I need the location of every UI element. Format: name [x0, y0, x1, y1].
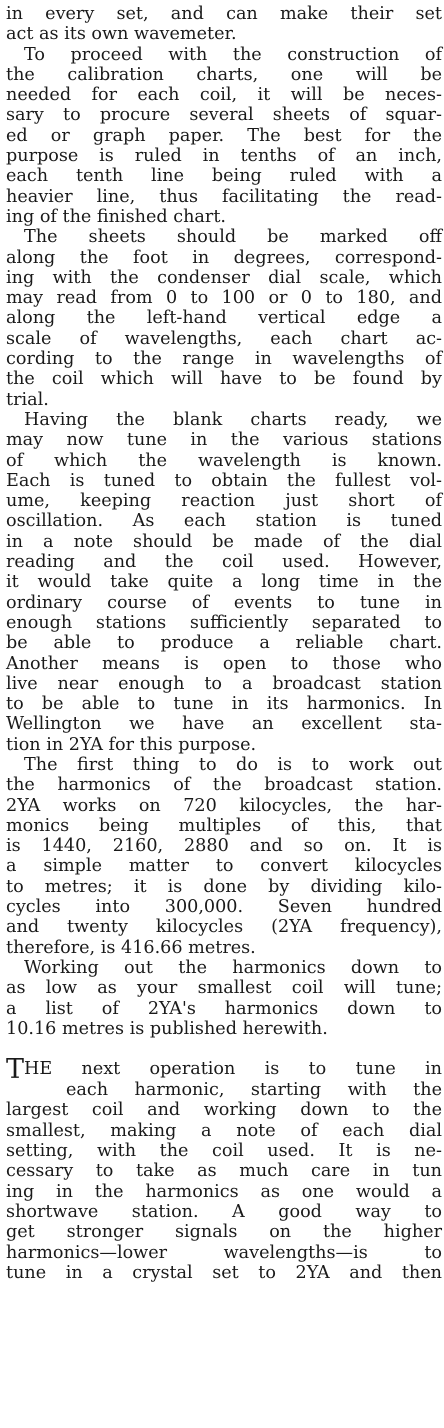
text-line: therefore, is 416.66 metres.: [6, 937, 256, 958]
text-line: be able to produce a reliable chart.: [6, 633, 442, 654]
article-column: [6, 4, 442, 1283]
text-line-rest: HE next operation is to tune in: [24, 1059, 442, 1080]
text-line: trial.: [6, 389, 49, 410]
text-line: may now tune in the various stations: [6, 430, 442, 451]
text-line: in every set, and can make their set: [6, 4, 442, 24]
text-line: is 1440, 2160, 2880 and so on. It is: [6, 836, 442, 857]
paragraph-harmonics: [6, 755, 442, 958]
text-line: setting, with the coil used. It is ne-: [6, 1141, 442, 1162]
text-line: oscillation. As each station is tuned: [6, 511, 442, 532]
text-line: tune in a crystal set to 2YA and then: [6, 1262, 442, 1283]
paragraph-marking-sheets: [6, 227, 442, 410]
text-line: To proceed with the construction of: [24, 44, 442, 65]
text-line: monics being multiples of this, that: [6, 815, 442, 836]
text-line: Each is tuned to obtain the fullest vol-: [6, 470, 442, 491]
text-line: live near enough to a broadcast station: [6, 673, 442, 694]
text-line: harmonics—lower wavelengths—is to: [6, 1242, 442, 1263]
paragraph-intro: [6, 4, 442, 45]
text-line: a list of 2YA's harmonics down to: [6, 998, 442, 1019]
text-line: it would take quite a long time in the: [6, 572, 442, 593]
text-line: purpose is ruled in tenths of an inch,: [6, 146, 442, 167]
text-line: smallest, making a note of each dial: [6, 1120, 442, 1141]
text-line: ed or graph paper. The best for the: [6, 125, 442, 146]
text-line: ordinary course of events to tune in: [6, 592, 442, 613]
text-line: the calibration charts, one will be: [6, 64, 442, 85]
text-line: needed for each coil, it will be neces-: [6, 85, 442, 106]
text-line: and twenty kilocycles (2YA frequency),: [6, 917, 442, 938]
text-line: enough stations sufficiently separated to: [6, 612, 442, 633]
text-line: as low as your smallest coil will tune;: [6, 978, 442, 999]
text-line: tion in 2YA for this purpose.: [6, 734, 257, 755]
text-line: 2YA works on 720 kilocycles, the har-: [6, 795, 442, 816]
text-line: get stronger signals on the higher: [6, 1222, 442, 1243]
text-line: ing with the condenser dial scale, which: [6, 267, 442, 288]
text-line: Having the blank charts ready, we: [24, 409, 442, 430]
text-line: of which the wavelength is known.: [6, 450, 442, 471]
text-line: The sheets should be marked off: [24, 227, 442, 248]
text-line: Wellington we have an excellent sta-: [6, 714, 442, 735]
text-line: along the foot in degrees, correspond-: [6, 247, 442, 268]
section-gap: [6, 1039, 442, 1059]
text-line: sary to procure several sheets of squar-: [6, 105, 442, 126]
text-line: a simple matter to convert kilocycles: [6, 856, 442, 877]
text-line: shortwave station. A good way to: [6, 1201, 442, 1222]
paragraph-next-operation: [6, 1054, 442, 1283]
text-line: largest coil and working down to the: [6, 1100, 442, 1121]
text-line: act as its own wavemeter.: [6, 24, 237, 45]
text-line: the harmonics of the broadcast station.: [6, 775, 442, 796]
paragraph-harmonics-list: [6, 958, 442, 1039]
text-line: [6, 1054, 442, 1086]
text-line: reading and the coil used. However,: [6, 552, 442, 573]
text-line: the coil which will have to be found by: [6, 369, 442, 390]
text-line: ing in the harmonics as one would a: [6, 1181, 442, 1202]
text-line: in a note should be made of the dial: [6, 531, 442, 552]
paragraph-calibration-charts: [6, 45, 442, 228]
text-line: each harmonic, starting with the: [66, 1080, 442, 1101]
text-line: cording to the range in wavelengths of: [6, 349, 442, 370]
text-line: along the left-hand vertical edge a: [6, 308, 442, 329]
text-line: to metres; it is done by dividing kilo-: [6, 876, 442, 897]
text-line: The first thing to do is to work out: [24, 754, 442, 775]
paragraph-tuning-stations: [6, 410, 442, 755]
text-line: Working out the harmonics down to: [24, 957, 442, 978]
text-line: scale of wavelengths, each chart ac-: [6, 328, 442, 349]
text-line: each tenth line being ruled with a: [6, 166, 442, 187]
text-line: heavier line, thus facilitating the read-: [6, 186, 442, 207]
text-line: Another means is open to those who: [6, 653, 442, 674]
text-line: cycles into 300,000. Seven hundred: [6, 897, 442, 918]
text-line: ing of the finished chart.: [6, 206, 226, 227]
text-line: to be able to tune in its harmonics. In: [6, 694, 442, 715]
drop-cap: T: [6, 1054, 25, 1086]
text-line: cessary to take as much care in tun: [6, 1161, 442, 1182]
text-line: 10.16 metres is published herewith.: [6, 1018, 328, 1039]
text-line: ume, keeping reaction just short of: [6, 491, 442, 512]
text-line: may read from 0 to 100 or 0 to 180, and: [6, 288, 442, 309]
